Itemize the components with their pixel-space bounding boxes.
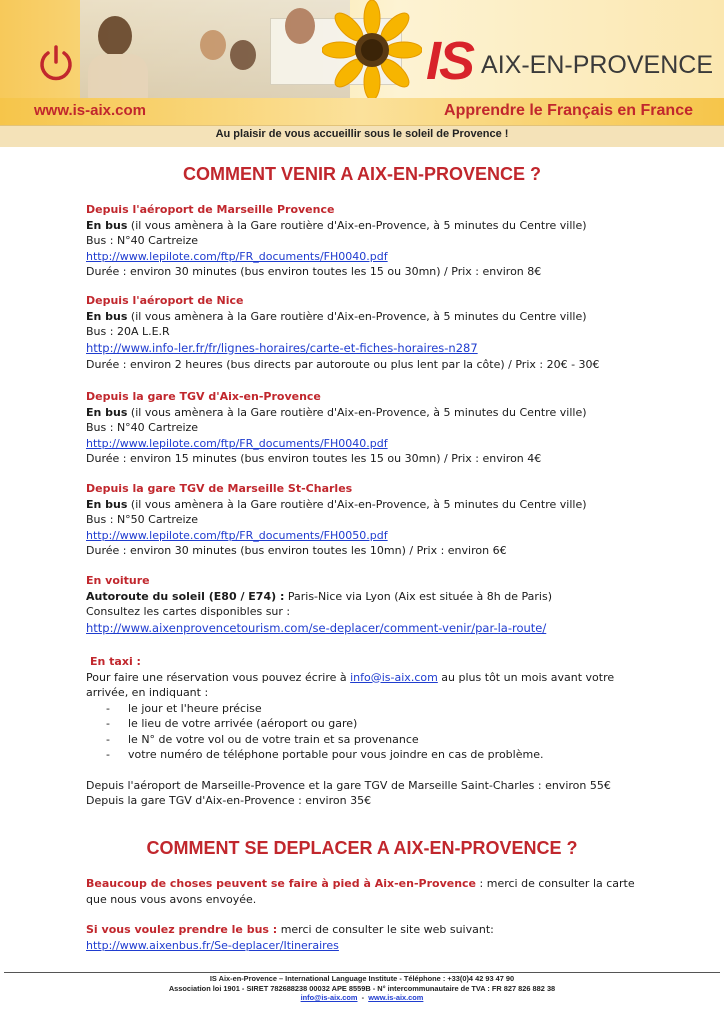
student-head	[98, 16, 132, 56]
header-banner	[0, 0, 724, 125]
students-photo	[80, 0, 350, 98]
email-link[interactable]: info@is-aix.com	[350, 670, 438, 684]
site-url-link[interactable]: www.is-aix.com	[34, 102, 146, 119]
road-desc: Paris-Nice via Lyon (Aix est située à 8h de Paris)	[284, 589, 552, 603]
block-heading: Depuis l'aéroport de Nice	[86, 294, 244, 307]
mode-desc: (il vous amènera à la Gare routière d'Aix-en-Provence, à 5 minutes du Centre ville)	[127, 218, 587, 232]
duration-price: Durée : environ 30 minutes (bus environ toutes les 10mn) / Prix : environ 6€	[86, 544, 507, 557]
list-item: - le N° de votre vol ou de votre train et sa provenance	[86, 732, 646, 748]
bus-number: Bus : 20A L.E.R	[86, 325, 170, 338]
bus-bold: Si vous voulez prendre le bus :	[86, 923, 278, 936]
duration-price: Durée : environ 2 heures (bus directs par autoroute ou plus lent par la côte) / Prix : 20€ - 30€	[86, 357, 600, 371]
brand-logo	[426, 26, 714, 91]
bus-line	[86, 497, 646, 513]
intro-text: arrivée, en indiquant :	[86, 686, 209, 699]
mode-label: En bus	[86, 497, 128, 511]
car-block	[86, 573, 646, 637]
student-head	[285, 8, 315, 44]
block-heading: Depuis l'aéroport de Marseille Provence	[86, 203, 335, 216]
bus-number: Bus : N°40 Cartreize	[86, 421, 199, 434]
bus-number: Bus : N°50 Cartreize	[86, 513, 199, 526]
nice-airport-block	[86, 293, 646, 372]
tgv-marseille-block	[86, 481, 646, 559]
footer	[0, 974, 724, 1003]
section-title-arrival: COMMENT VENIR A AIX-EN-PROVENCE ?	[182, 164, 541, 184]
block-heading: En taxi :	[90, 655, 141, 668]
footer-web-link[interactable]: www.is-aix.com	[368, 993, 424, 1002]
sunflower-icon	[322, 0, 422, 100]
bus-rest: merci de consulter le site web suivant:	[277, 923, 494, 936]
bus-line	[86, 218, 646, 234]
walk-bold: Beaucoup de choses peuvent se faire à pied à Aix-en-Provence	[86, 877, 477, 890]
road-maps-link[interactable]: http://www.aixenprovencetourism.com/se-deplacer/comment-venir/par-la-route/	[86, 620, 547, 635]
maps-text: Consultez les cartes disponibles sur :	[86, 605, 291, 618]
block-heading: Depuis la gare TGV d'Aix-en-Provence	[86, 390, 321, 403]
getting-around-block	[86, 876, 646, 953]
section-title-getting-around: COMMENT SE DEPLACER A AIX-EN-PROVENCE ?	[146, 838, 578, 858]
walk-rest: : merci de consulter la carte	[476, 877, 635, 890]
footer-separator: -	[357, 993, 369, 1002]
block-heading: Depuis la gare TGV de Marseille St-Charles	[86, 482, 353, 495]
mode-label: En bus	[86, 218, 128, 232]
walk-text-line2: que nous vous avons envoyée.	[86, 892, 257, 906]
taxi-price: Depuis l'aéroport de Marseille-Provence et la gare TGV de Marseille Saint-Charles : environ 55€	[86, 778, 611, 792]
timetable-link[interactable]: http://www.info-ler.fr/fr/lignes-horaires/carte-et-fiches-horaires-n287	[86, 340, 478, 355]
road-line	[86, 589, 646, 605]
duration-price: Durée : environ 15 minutes (bus environ toutes les 15 ou 30mn) / Prix : environ 4€	[86, 452, 542, 465]
taxi-price: Depuis la gare TGV d'Aix-en-Provence : environ 35€	[86, 794, 372, 807]
list-item: - le lieu de votre arrivée (aéroport ou gare)	[86, 716, 646, 732]
intro-text: au plus tôt un mois avant votre	[437, 670, 615, 684]
taxi-intro	[86, 670, 646, 686]
mode-desc: (il vous amènera à la Gare routière d'Aix-en-Provence, à 5 minutes du Centre ville)	[127, 309, 587, 323]
power-icon	[37, 44, 75, 82]
student-head	[230, 40, 256, 70]
logo-is: IS	[426, 31, 474, 91]
bus-line	[86, 405, 646, 421]
footer-divider	[4, 972, 720, 973]
footer-contact: IS Aix-en-Provence – International Language Institute - Téléphone : +33(0)4 42 93 47 90	[209, 974, 515, 983]
list-item: - le jour et l'heure précise	[86, 701, 646, 717]
block-heading: En voiture	[86, 574, 150, 587]
taxi-block	[86, 654, 646, 809]
bus-text	[86, 922, 646, 938]
duration-price: Durée : environ 30 minutes (bus environ toutes les 15 ou 30mn) / Prix : environ 8€	[86, 265, 542, 278]
intro-text: Pour faire une réservation vous pouvez écrire à	[86, 670, 351, 684]
timetable-link[interactable]: http://www.lepilote.com/ftp/FR_documents/FH0040.pdf	[86, 436, 388, 450]
footer-legal: Association loi 1901 - SIRET 782688238 00032 APE 8559B - N° intercommunautaire de TVA : FR 827 826 882 38	[168, 983, 556, 993]
footer-email-link[interactable]: info@is-aix.com	[300, 993, 358, 1002]
student-head	[200, 30, 226, 60]
mode-desc: (il vous amènera à la Gare routière d'Aix-en-Provence, à 5 minutes du Centre ville)	[127, 497, 587, 511]
timetable-link[interactable]: http://www.lepilote.com/ftp/FR_documents/FH0050.pdf	[86, 528, 388, 542]
mode-label: En bus	[86, 405, 128, 419]
tagline: Apprendre le Français en France	[444, 102, 693, 119]
bus-number: Bus : N°40 Cartreize	[86, 234, 199, 247]
bus-line	[86, 309, 646, 325]
walk-text	[86, 876, 646, 892]
footer-links	[0, 993, 724, 1003]
mode-desc: (il vous amènera à la Gare routière d'Aix-en-Provence, à 5 minutes du Centre ville)	[127, 405, 587, 419]
aixenbus-link[interactable]: http://www.aixenbus.fr/Se-deplacer/Itineraires	[86, 938, 339, 952]
road-label: Autoroute du soleil (E80 / E74) :	[86, 589, 285, 603]
marseille-airport-block	[86, 202, 646, 280]
taxi-info-list	[86, 701, 646, 763]
mode-label: En bus	[86, 309, 128, 323]
list-item: - votre numéro de téléphone portable pour vous joindre en cas de problème.	[86, 747, 646, 763]
tgv-aix-block	[86, 389, 646, 467]
timetable-link[interactable]: http://www.lepilote.com/ftp/FR_documents/FH0040.pdf	[86, 249, 388, 263]
subtitle: Au plaisir de vous accueillir sous le soleil de Provence !	[215, 128, 509, 140]
logo-city: AIX-EN-PROVENCE	[481, 51, 714, 79]
